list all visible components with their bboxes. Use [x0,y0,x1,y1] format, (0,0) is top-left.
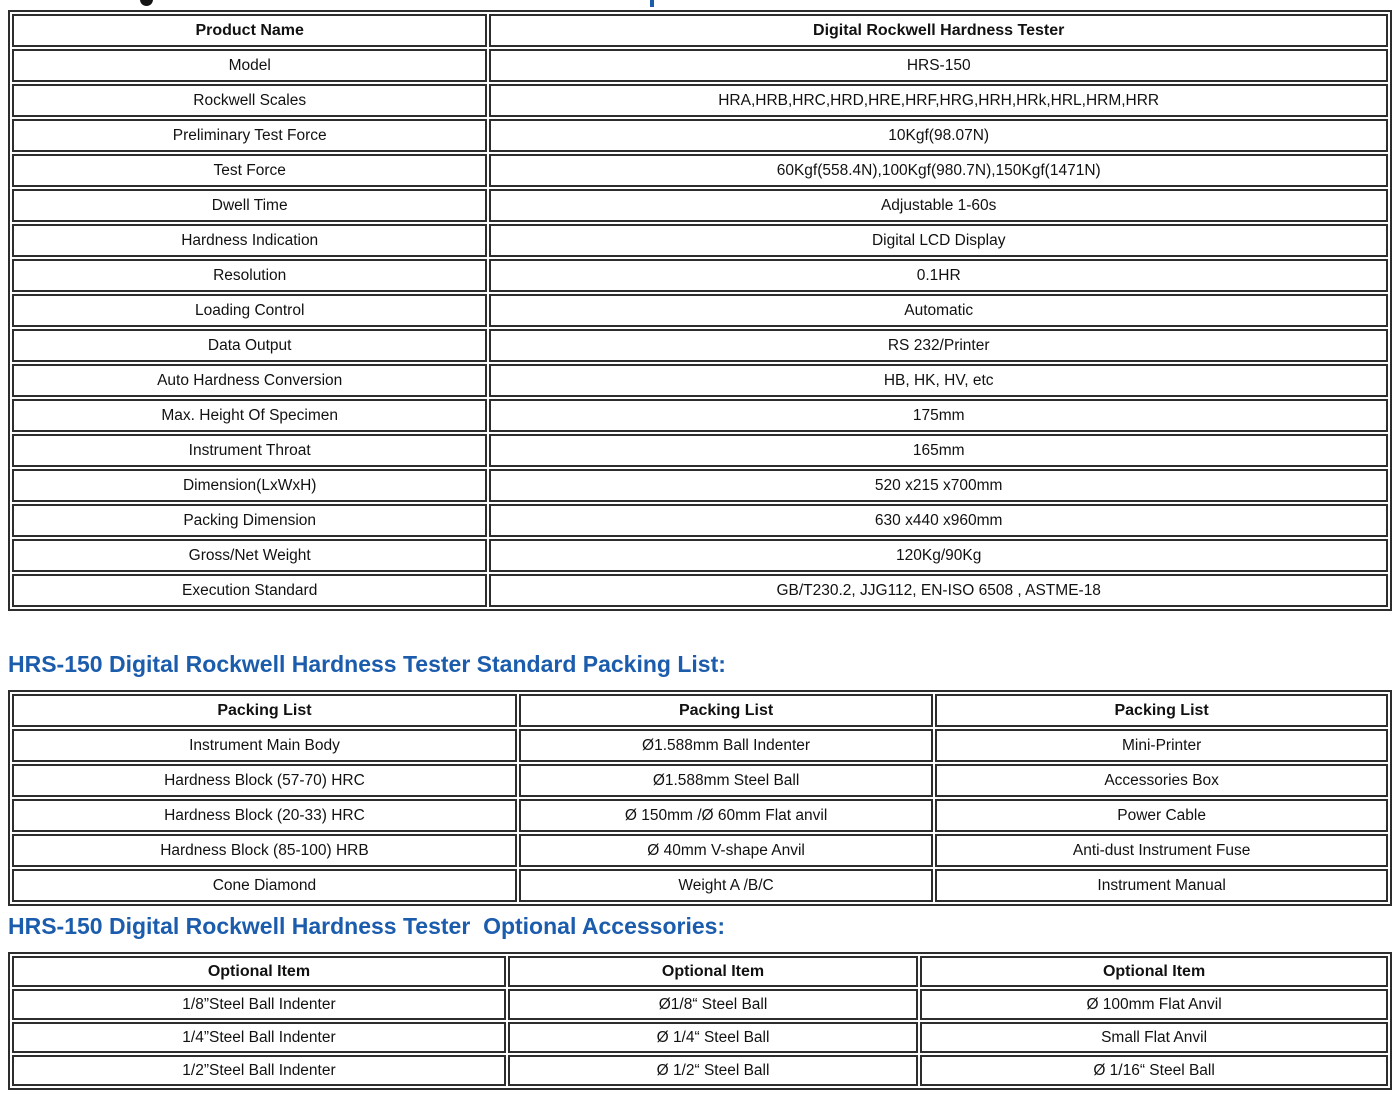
table-row [12,956,1388,987]
table-header-cell: Packing List [935,694,1388,727]
table-row [12,799,1388,832]
table-cell: RS 232/Printer [489,329,1388,362]
table-row [12,294,1388,327]
table-cell: Hardness Indication [12,224,487,257]
table-cell: 630 x440 x960mm [489,504,1388,537]
table-cell: Auto Hardness Conversion [12,364,487,397]
table-cell: Accessories Box [935,764,1388,797]
table-row [12,119,1388,152]
specifications-table [8,10,1392,611]
table-row [12,694,1388,727]
table-row [12,154,1388,187]
table-row [12,259,1388,292]
table-cell: Ø 150mm /Ø 60mm Flat anvil [519,799,933,832]
table-row [12,989,1388,1020]
table-cell: Power Cable [935,799,1388,832]
table-row [12,834,1388,867]
table-cell: Ø 1/16“ Steel Ball [920,1055,1388,1086]
table-cell: Automatic [489,294,1388,327]
table-cell: Execution Standard [12,574,487,607]
table-row [12,469,1388,502]
table-cell: Rockwell Scales [12,84,487,117]
table-cell: 10Kgf(98.07N) [489,119,1388,152]
table-header-cell: Optional Item [12,956,506,987]
table-row [12,504,1388,537]
table-cell: Anti-dust Instrument Fuse [935,834,1388,867]
table-cell: Packing Dimension [12,504,487,537]
table-row [12,574,1388,607]
cropped-heading [8,0,1392,10]
table-header-cell: Packing List [519,694,933,727]
table-cell: Adjustable 1-60s [489,189,1388,222]
table-cell: HRA,HRB,HRC,HRD,HRE,HRF,HRG,HRH,HRk,HRL,HRM,HRR [489,84,1388,117]
table-cell: Hardness Block (85-100) HRB [12,834,517,867]
table-cell: 1/4”Steel Ball Indenter [12,1022,506,1053]
table-row [12,1055,1388,1086]
table-row [12,764,1388,797]
table-row [12,434,1388,467]
table-row [12,1022,1388,1053]
packing-list-table [8,690,1392,906]
table-cell: Resolution [12,259,487,292]
table-cell: Hardness Block (57-70) HRC [12,764,517,797]
table-cell: 1/8”Steel Ball Indenter [12,989,506,1020]
table-cell: HRS-150 [489,49,1388,82]
table-cell: GB/T230.2, JJG112, EN-ISO 6508 , ASTME-18 [489,574,1388,607]
table-cell: Hardness Block (20-33) HRC [12,799,517,832]
table-row [12,729,1388,762]
table-row [12,224,1388,257]
table-cell: 60Kgf(558.4N),100Kgf(980.7N),150Kgf(1471N) [489,154,1388,187]
table-cell: Gross/Net Weight [12,539,487,572]
cropped-text-fragment-blue [650,0,654,7]
table-row [12,329,1388,362]
table-cell: 175mm [489,399,1388,432]
table-cell: Small Flat Anvil [920,1022,1388,1053]
table-row [12,539,1388,572]
table-cell: Data Output [12,329,487,362]
table-cell: 120Kg/90Kg [489,539,1388,572]
table-row [12,399,1388,432]
optional-accessories-heading: HRS-150 Digital Rockwell Hardness Tester Optional Accessories: [8,913,726,939]
table-cell: 165mm [489,434,1388,467]
table-cell: Model [12,49,487,82]
table-cell: 1/2”Steel Ball Indenter [12,1055,506,1086]
table-cell: Ø1.588mm Steel Ball [519,764,933,797]
table-cell: Weight A /B/C [519,869,933,902]
table-header-cell: Optional Item [920,956,1388,987]
table-cell: Cone Diamond [12,869,517,902]
table-cell: Ø 1/4“ Steel Ball [508,1022,918,1053]
table-cell: Max. Height Of Specimen [12,399,487,432]
table-header-cell: Digital Rockwell Hardness Tester [489,14,1388,47]
table-cell: HB, HK, HV, etc [489,364,1388,397]
table-cell: Dimension(LxWxH) [12,469,487,502]
table-row [12,14,1388,47]
table-row [12,49,1388,82]
table-cell: Loading Control [12,294,487,327]
table-cell: Instrument Manual [935,869,1388,902]
table-cell: Ø1.588mm Ball Indenter [519,729,933,762]
optional-accessories-table [8,952,1392,1090]
table-row [12,189,1388,222]
table-cell: Ø 40mm V-shape Anvil [519,834,933,867]
packing-list-heading: HRS-150 Digital Rockwell Hardness Tester Standard Packing List: [8,651,726,677]
table-row [12,84,1388,117]
table-cell: Instrument Main Body [12,729,517,762]
table-header-cell: Product Name [12,14,487,47]
table-header-cell: Optional Item [508,956,918,987]
table-cell: Ø 100mm Flat Anvil [920,989,1388,1020]
cropped-text-fragment-dark [140,0,153,6]
table-cell: 0.1HR [489,259,1388,292]
table-cell: Test Force [12,154,487,187]
table-cell: Ø1/8“ Steel Ball [508,989,918,1020]
table-header-cell: Packing List [12,694,517,727]
table-cell: Dwell Time [12,189,487,222]
table-cell: Ø 1/2“ Steel Ball [508,1055,918,1086]
table-cell: Instrument Throat [12,434,487,467]
table-row [12,364,1388,397]
table-cell: 520 x215 x700mm [489,469,1388,502]
table-cell: Preliminary Test Force [12,119,487,152]
table-cell: Mini-Printer [935,729,1388,762]
table-row [12,869,1388,902]
table-cell: Digital LCD Display [489,224,1388,257]
